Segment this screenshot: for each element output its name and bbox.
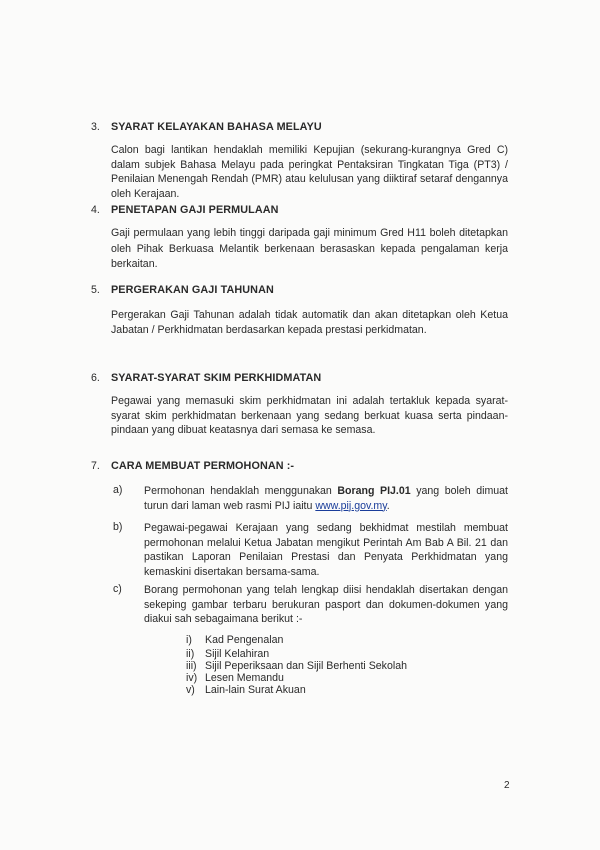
section-number: 3. — [91, 121, 100, 133]
section-number: 6. — [91, 372, 100, 384]
section-heading: SYARAT-SYARAT SKIM PERKHIDMATAN — [111, 372, 322, 384]
document-item: Sijil Kelahiran — [205, 648, 270, 660]
section-body: Gaji permulaan yang lebih tinggi daripada gaji minimum Gred H11 boleh ditetapkan oleh Pihak Berkuasa Melantik berkenaan berasaskan kepada pengalaman kerja berkaitan. — [111, 227, 508, 270]
application-item-c: Borang permohonan yang telah lengkap diisi hendaklah disertakan dengan sekeping gambar terbaru berukuran pasport dan dokumen-dokumen yang diakui sah sebagaimana berikut :- — [144, 584, 508, 626]
form-name: Borang PIJ.01 — [337, 485, 411, 497]
text: Permohonan hendaklah menggunakan — [144, 485, 338, 497]
item-label: b) — [113, 521, 123, 533]
document-label: iii) — [186, 660, 197, 672]
section-number: 7. — [91, 460, 100, 472]
document-label: i) — [186, 634, 192, 646]
section-heading: PERGERAKAN GAJI TAHUNAN — [111, 284, 274, 296]
document-label: ii) — [186, 648, 195, 660]
text: . — [386, 499, 390, 512]
document-item: Kad Pengenalan — [205, 634, 284, 646]
document-item: Sijil Peperiksaan dan Sijil Berhenti Sekolah — [205, 660, 407, 672]
item-label: c) — [113, 583, 122, 595]
text: yang boleh dimuat turun dari laman web rasmi PIJ iaitu — [144, 485, 508, 512]
section-body: Pegawai yang memasuki skim perkhidmatan ini adalah tertakluk kepada syarat-syarat skim perkhidmatan berkenaan yang sedang berkuat kuasa serta pindaan-pindaan yang dibuat keatasnya dari semasa ke semasa. — [111, 395, 508, 437]
document-item: Lesen Memandu — [205, 672, 284, 684]
section-number: 4. — [91, 204, 100, 216]
section-body: Pergerakan Gaji Tahunan adalah tidak automatik dan akan ditetapkan oleh Ketua Jabatan / Perkhidmatan berdasarkan kepada prestasi perkidmatan. — [111, 309, 508, 336]
section-number: 5. — [91, 284, 100, 296]
section-heading: SYARAT KELAYAKAN BAHASA MELAYU — [111, 121, 322, 133]
page-number: 2 — [504, 780, 510, 791]
section-heading: CARA MEMBUAT PERMOHONAN :- — [111, 460, 295, 472]
document-label: v) — [186, 684, 195, 696]
document-label: iv) — [186, 672, 198, 684]
section-body: Calon bagi lantikan hendaklah memiliki Kepujian (sekurang-kurangnya Gred C) dalam subjek Bahasa Melayu pada peringkat Pentaksiran Tingkatan Tiga (PT3) / Penilaian Menengah Rendah (PMR) atau kelulusan yang diiktiraf setaraf dengannya oleh Kerajaan. — [111, 144, 508, 200]
application-item-a — [144, 484, 508, 513]
application-item-b: Pegawai-pegawai Kerajaan yang sedang bekhidmat mestilah membuat permohonan melalui Ketua Jabatan mengikut Perintah Am Bab A Bil. 21 dan pastikan Laporan Penilaian Prestasi dan Penyata Perkhidmatan yang kemaskini disertakan bersama-sama. — [144, 522, 508, 578]
document-item: Lain-lain Surat Akuan — [205, 684, 306, 696]
section-heading: PENETAPAN GAJI PERMULAAN — [111, 204, 279, 216]
item-label: a) — [113, 484, 123, 496]
website-link[interactable]: www.pij.gov.my — [315, 499, 387, 512]
